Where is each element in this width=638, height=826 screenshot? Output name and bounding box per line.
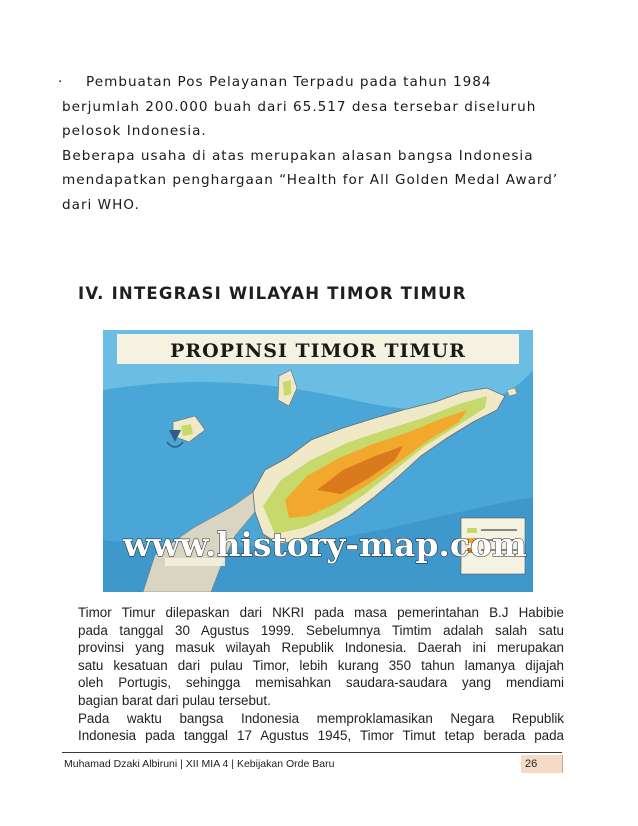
timor-timur-map <box>103 330 533 592</box>
footer-divider <box>62 752 562 753</box>
para2-line: pada tanggal 30 Agustus 1999. Sebelumnya Timtim adalah salah satu <box>78 622 564 638</box>
section-heading: IV. INTEGRASI WILAYAH TIMOR TIMUR <box>78 284 467 303</box>
para2-line: Indonesia pada tanggal 17 Agustus 1945, Timor Timut tetap berada pada <box>78 728 564 744</box>
para2-line: oleh Portugis, sehingga memisahkan saudara-saudara yang mendiami <box>78 675 564 691</box>
map-title: PROPINSI TIMOR TIMUR <box>170 340 466 362</box>
para1-line-2: berjumlah 200.000 buah dari 65.517 desa tersebar diseluruh <box>62 98 537 115</box>
para1-line-4: Beberapa usaha di atas merupakan alasan bangsa Indonesia <box>62 147 534 164</box>
para2-line: Pada waktu bangsa Indonesia memproklamasikan Negara Republik <box>78 710 564 726</box>
para2-line: satu kesatuan dari pulau Timor, lebih kurang 350 tahun lamanya dijajah <box>78 657 564 673</box>
footer-text: Muhamad Dzaki Albiruni | XII MIA 4 | Kebijakan Orde Baru <box>64 758 335 770</box>
page-number: 26 <box>521 755 563 773</box>
para2-line: provinsi yang masuk wilayah Republik Indonesia. Daerah ini merupakan <box>78 640 564 656</box>
para1-line-6: dari WHO. <box>62 196 140 213</box>
para1-line-3: pelosok Indonesia. <box>62 123 207 139</box>
who-award-paragraph <box>58 70 564 217</box>
para2-line: Timor Timur dilepaskan dari NKRI pada masa pemerintahan B.J Habibie <box>78 605 564 620</box>
timor-timur-paragraph <box>78 604 564 745</box>
map-watermark: www.history-map.com <box>123 525 527 564</box>
para1-line-1: Pembuatan Pos Pelayanan Terpadu pada tahun 1984 <box>86 74 492 90</box>
oecusse-lowland <box>181 424 193 436</box>
bullet-point: · <box>58 74 64 90</box>
atauro-lowland <box>283 380 291 396</box>
para2-line: bagian barat dari pulau tersebut. <box>78 692 271 708</box>
para1-line-5: mendapatkan penghargaan “Health for All Golden Medal Award’ <box>62 172 559 188</box>
